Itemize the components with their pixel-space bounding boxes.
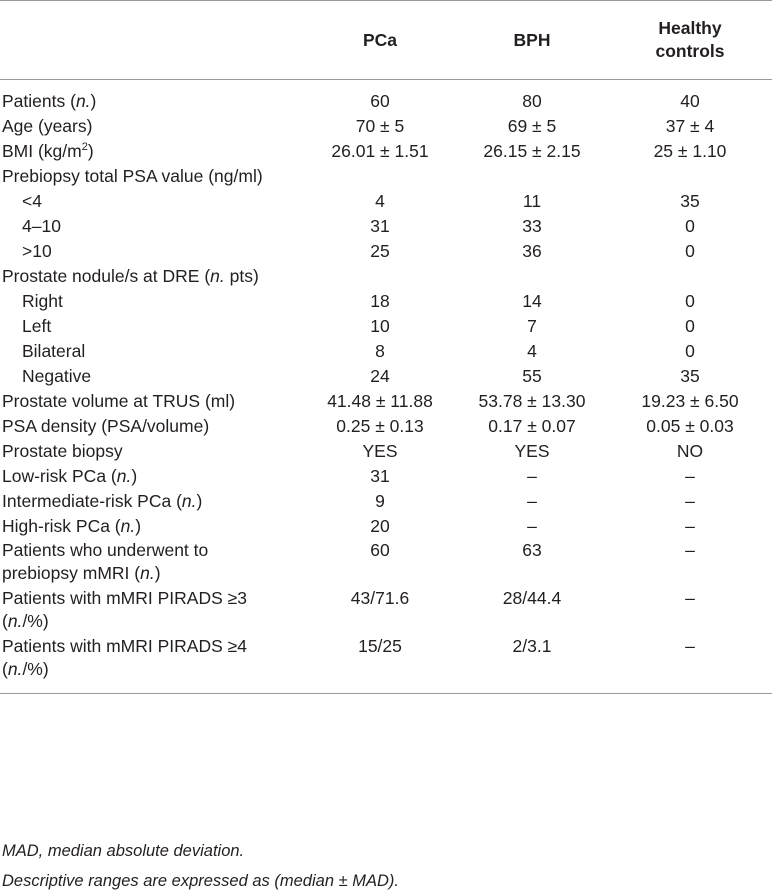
footnote-ranges: Descriptive ranges are expressed as (median ± MAD). xyxy=(2,872,399,890)
table-row xyxy=(0,364,772,389)
row-label: Patients (n.) xyxy=(2,91,97,111)
cell-pca: 70 ± 5 xyxy=(355,116,405,136)
cell-bph: 7 xyxy=(527,316,537,336)
cell-pca: 26.01 ± 1.51 xyxy=(331,141,429,161)
table-row xyxy=(0,189,772,214)
table-row xyxy=(0,464,772,489)
row-label: Patients with mMRI PIRADS ≥4 (n./%) xyxy=(0,635,304,694)
cell-bph: 33 xyxy=(522,216,542,236)
row-label: Low-risk PCa (n.) xyxy=(2,466,138,486)
cell-healthy: – xyxy=(685,540,695,560)
table-footnotes xyxy=(2,836,399,896)
cell-pca: 60 xyxy=(370,540,390,560)
cell-pca: 4 xyxy=(375,191,385,211)
row-label: Intermediate-risk PCa (n.) xyxy=(2,491,203,511)
cell-healthy: 19.23 ± 6.50 xyxy=(641,391,739,411)
table-row xyxy=(0,539,772,587)
cell-bph: 63 xyxy=(522,540,542,560)
cell-healthy: – xyxy=(685,588,695,608)
table-row xyxy=(0,339,772,364)
cell-healthy: 35 xyxy=(680,366,700,386)
cell-healthy: 25 ± 1.10 xyxy=(653,141,727,161)
table-row xyxy=(0,314,772,339)
cell-bph: 0.17 ± 0.07 xyxy=(488,416,576,436)
table-row xyxy=(0,489,772,514)
header-healthy-controls-text: Healthy controls xyxy=(655,18,725,61)
cell-bph: 53.78 ± 13.30 xyxy=(478,391,586,411)
header-pca: PCa xyxy=(304,1,456,80)
row-label: Age (years) xyxy=(2,116,93,136)
row-label: Prostate volume at TRUS (ml) xyxy=(2,391,236,411)
cell-bph: 14 xyxy=(522,291,542,311)
table-row xyxy=(0,114,772,139)
cell-healthy: – xyxy=(685,466,695,486)
cell-bph: 55 xyxy=(522,366,542,386)
header-row xyxy=(0,1,772,80)
row-label: Bilateral xyxy=(22,341,86,361)
table-row xyxy=(0,80,772,115)
cell-pca: 43/71.6 xyxy=(350,588,410,608)
cell-bph: 26.15 ± 2.15 xyxy=(483,141,581,161)
header-bph: BPH xyxy=(456,1,608,80)
cell-pca: 41.48 ± 11.88 xyxy=(327,391,433,411)
table-row xyxy=(0,587,772,635)
table-row-section xyxy=(0,264,772,289)
row-label: BMI $(kg/m^2)$ xyxy=(2,141,94,161)
cell-bph: 69 ± 5 xyxy=(507,116,557,136)
cell-pca: 18 xyxy=(370,291,390,311)
table-row-section xyxy=(0,164,772,189)
row-label: Prebiopsy total PSA value (ng/ml) xyxy=(2,166,263,186)
row-label: Right xyxy=(22,291,63,311)
table-row xyxy=(0,289,772,314)
cell-healthy: 37 ± 4 xyxy=(665,116,715,136)
cell-pca: 0.25 ± 0.13 xyxy=(336,416,424,436)
cell-bph: 28/44.4 xyxy=(502,588,562,608)
header-label-column xyxy=(0,1,304,80)
cell-pca: YES xyxy=(362,441,398,461)
cell-pca: 9 xyxy=(375,491,385,511)
table-row xyxy=(0,635,772,694)
row-label: Prostate nodule/s at DRE (n. pts) xyxy=(2,266,259,286)
cell-healthy: – xyxy=(685,516,695,536)
cell-healthy: 40 xyxy=(680,91,700,111)
table-row xyxy=(0,439,772,464)
cell-pca: 24 xyxy=(370,366,390,386)
header-healthy-controls xyxy=(608,1,772,80)
cell-healthy: – xyxy=(608,635,772,694)
cell-pca: 60 xyxy=(370,91,390,111)
row-label: PSA density (PSA/volume) xyxy=(2,416,210,436)
cell-pca: 20 xyxy=(370,516,390,536)
cell-pca: 10 xyxy=(370,316,390,336)
cell-healthy: 0 xyxy=(685,316,695,336)
cell-pca: 8 xyxy=(375,341,385,361)
cell-healthy: 35 xyxy=(680,191,700,211)
row-label: High-risk PCa (n.) xyxy=(2,516,142,536)
row-label: 4–10 xyxy=(22,216,61,236)
table-row xyxy=(0,389,772,414)
cell-healthy: 0 xyxy=(685,291,695,311)
table-row xyxy=(0,239,772,264)
row-label: <4 xyxy=(22,191,42,211)
cell-healthy: 0 xyxy=(685,241,695,261)
cell-bph: – xyxy=(527,491,537,511)
cell-bph: 2/3.1 xyxy=(456,635,608,694)
cell-healthy: – xyxy=(685,491,695,511)
cell-pca: 31 xyxy=(370,466,390,486)
cell-healthy: 0 xyxy=(685,341,695,361)
cell-healthy: 0.05 ± 0.03 xyxy=(646,416,734,436)
cell-healthy: 0 xyxy=(685,216,695,236)
cell-pca: 25 xyxy=(370,241,390,261)
footnote-mad: MAD, median absolute deviation. xyxy=(2,842,245,860)
cell-bph: 36 xyxy=(522,241,542,261)
cell-bph: 11 xyxy=(522,191,542,211)
cell-bph: – xyxy=(527,516,537,536)
cell-bph: 80 xyxy=(522,91,542,111)
cell-pca: 15/25 xyxy=(304,635,456,694)
cell-pca: 31 xyxy=(370,216,390,236)
cell-healthy: NO xyxy=(676,441,704,461)
row-label: Patients with mMRI PIRADS ≥3 (n./%) xyxy=(2,588,247,631)
cell-bph: YES xyxy=(514,441,550,461)
table-row xyxy=(0,414,772,439)
row-label: Left xyxy=(22,316,52,336)
table-row xyxy=(0,514,772,539)
cell-bph: 4 xyxy=(527,341,537,361)
row-label: Prostate biopsy xyxy=(2,441,123,461)
table-row xyxy=(0,214,772,239)
table-row xyxy=(0,139,772,164)
row-label: Negative xyxy=(22,366,92,386)
row-label: >10 xyxy=(22,241,52,261)
cell-bph: – xyxy=(527,466,537,486)
row-label: Patients who underwent to prebiopsy mMRI (n.) xyxy=(2,540,209,583)
